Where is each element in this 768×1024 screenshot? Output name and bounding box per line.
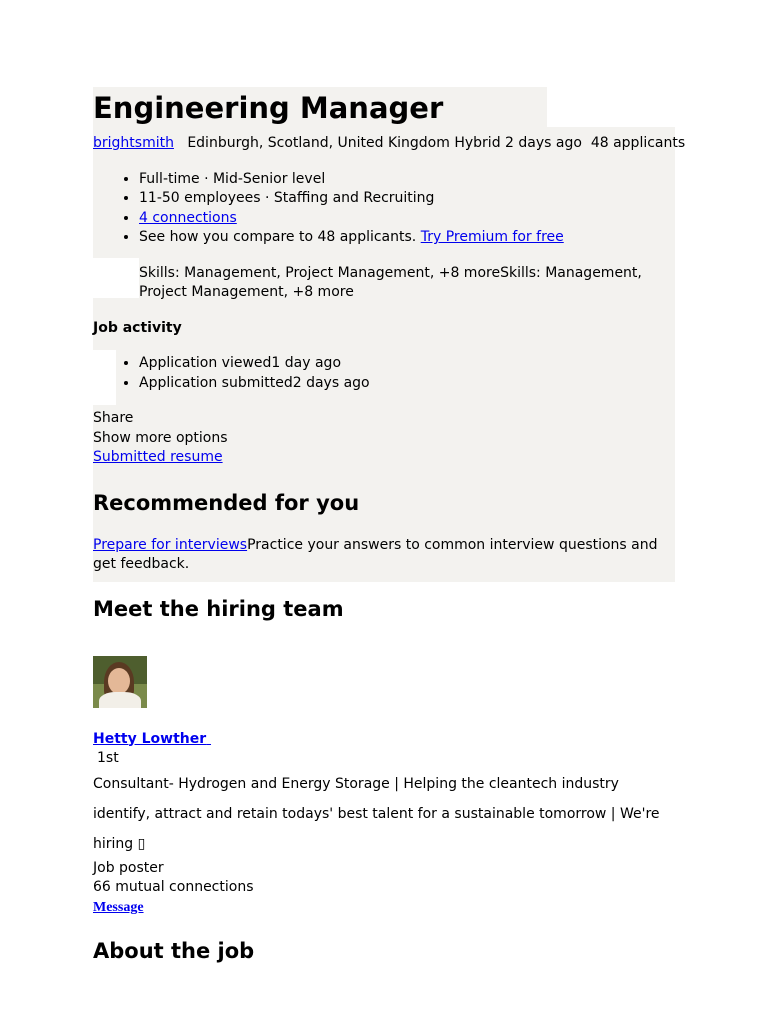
premium-link[interactable]: Try Premium for free bbox=[420, 229, 564, 245]
prepare-interviews-link[interactable]: Prepare for interviews bbox=[93, 536, 248, 553]
skills-summary[interactable]: Skills: Management, Project Management, +8 moreSkills: Management, Project Management, +8 more bbox=[139, 264, 642, 300]
about-job-heading: About the job bbox=[93, 939, 255, 963]
company-link[interactable]: brightsmith bbox=[93, 135, 174, 151]
poster-name: Hetty Lowther bbox=[93, 730, 207, 747]
job-insights bbox=[93, 170, 675, 248]
submitted-resume-link[interactable]: Submitted resume bbox=[93, 449, 223, 465]
recommended-item bbox=[93, 536, 675, 575]
applicant-count: 48 applicants bbox=[590, 135, 686, 151]
message-button[interactable]: Message bbox=[93, 899, 144, 915]
activity-time: 2 days ago bbox=[292, 374, 370, 391]
recommended-heading: Recommended for you bbox=[93, 490, 360, 515]
poster-headline bbox=[93, 769, 675, 859]
show-more-options-button[interactable]: Show more options bbox=[93, 429, 228, 446]
job-title: Engineering Manager bbox=[93, 91, 444, 125]
list-item bbox=[139, 189, 675, 209]
job-activity-heading: Job activity bbox=[93, 319, 182, 336]
hiring-team-heading: Meet the hiring team bbox=[93, 596, 344, 621]
mutual-connections: 66 mutual connections bbox=[93, 879, 254, 895]
activity-time: 1 day ago bbox=[271, 355, 342, 371]
poster-headline-text: Consultant- Hydrogen and Energy Storage | Helping the cleantech industry identify, attract and retain todays' best talent for a sustainable tomorrow | We're hiring bbox=[93, 775, 660, 852]
share-button[interactable]: Share bbox=[93, 410, 134, 426]
activity-label: Application submitted bbox=[139, 374, 293, 391]
list-item bbox=[139, 228, 675, 248]
posted-time: 2 days ago bbox=[505, 135, 582, 151]
recommended-description: Practice your answers to common interview questions and get feedback. bbox=[93, 536, 658, 572]
company-info: 11-50 employees · Staffing and Recruiting bbox=[139, 190, 435, 206]
poster-name-link[interactable] bbox=[93, 730, 211, 750]
avatar-shirt bbox=[99, 692, 141, 708]
list-item bbox=[139, 374, 675, 394]
activity-label: Application viewed bbox=[139, 355, 272, 371]
avatar-face bbox=[108, 668, 130, 694]
workplace-type: Hybrid bbox=[454, 135, 501, 151]
compare-text: See how you compare to 48 applicants. bbox=[139, 229, 417, 245]
connection-degree: 1st bbox=[97, 750, 119, 766]
job-meta bbox=[93, 134, 686, 154]
list-item bbox=[139, 354, 675, 374]
missing-glyph-icon: ▯ bbox=[137, 835, 146, 852]
avatar[interactable] bbox=[93, 656, 147, 708]
employment-type: Full-time · Mid-Senior level bbox=[139, 170, 326, 187]
job-location: Edinburgh, Scotland, United Kingdom bbox=[187, 135, 450, 151]
list-item bbox=[139, 170, 675, 190]
job-details bbox=[93, 88, 686, 966]
list-item bbox=[139, 209, 675, 229]
connections-link[interactable]: 4 connections bbox=[139, 209, 237, 226]
poster-role: Job poster bbox=[93, 859, 164, 876]
activity-list bbox=[93, 354, 675, 393]
